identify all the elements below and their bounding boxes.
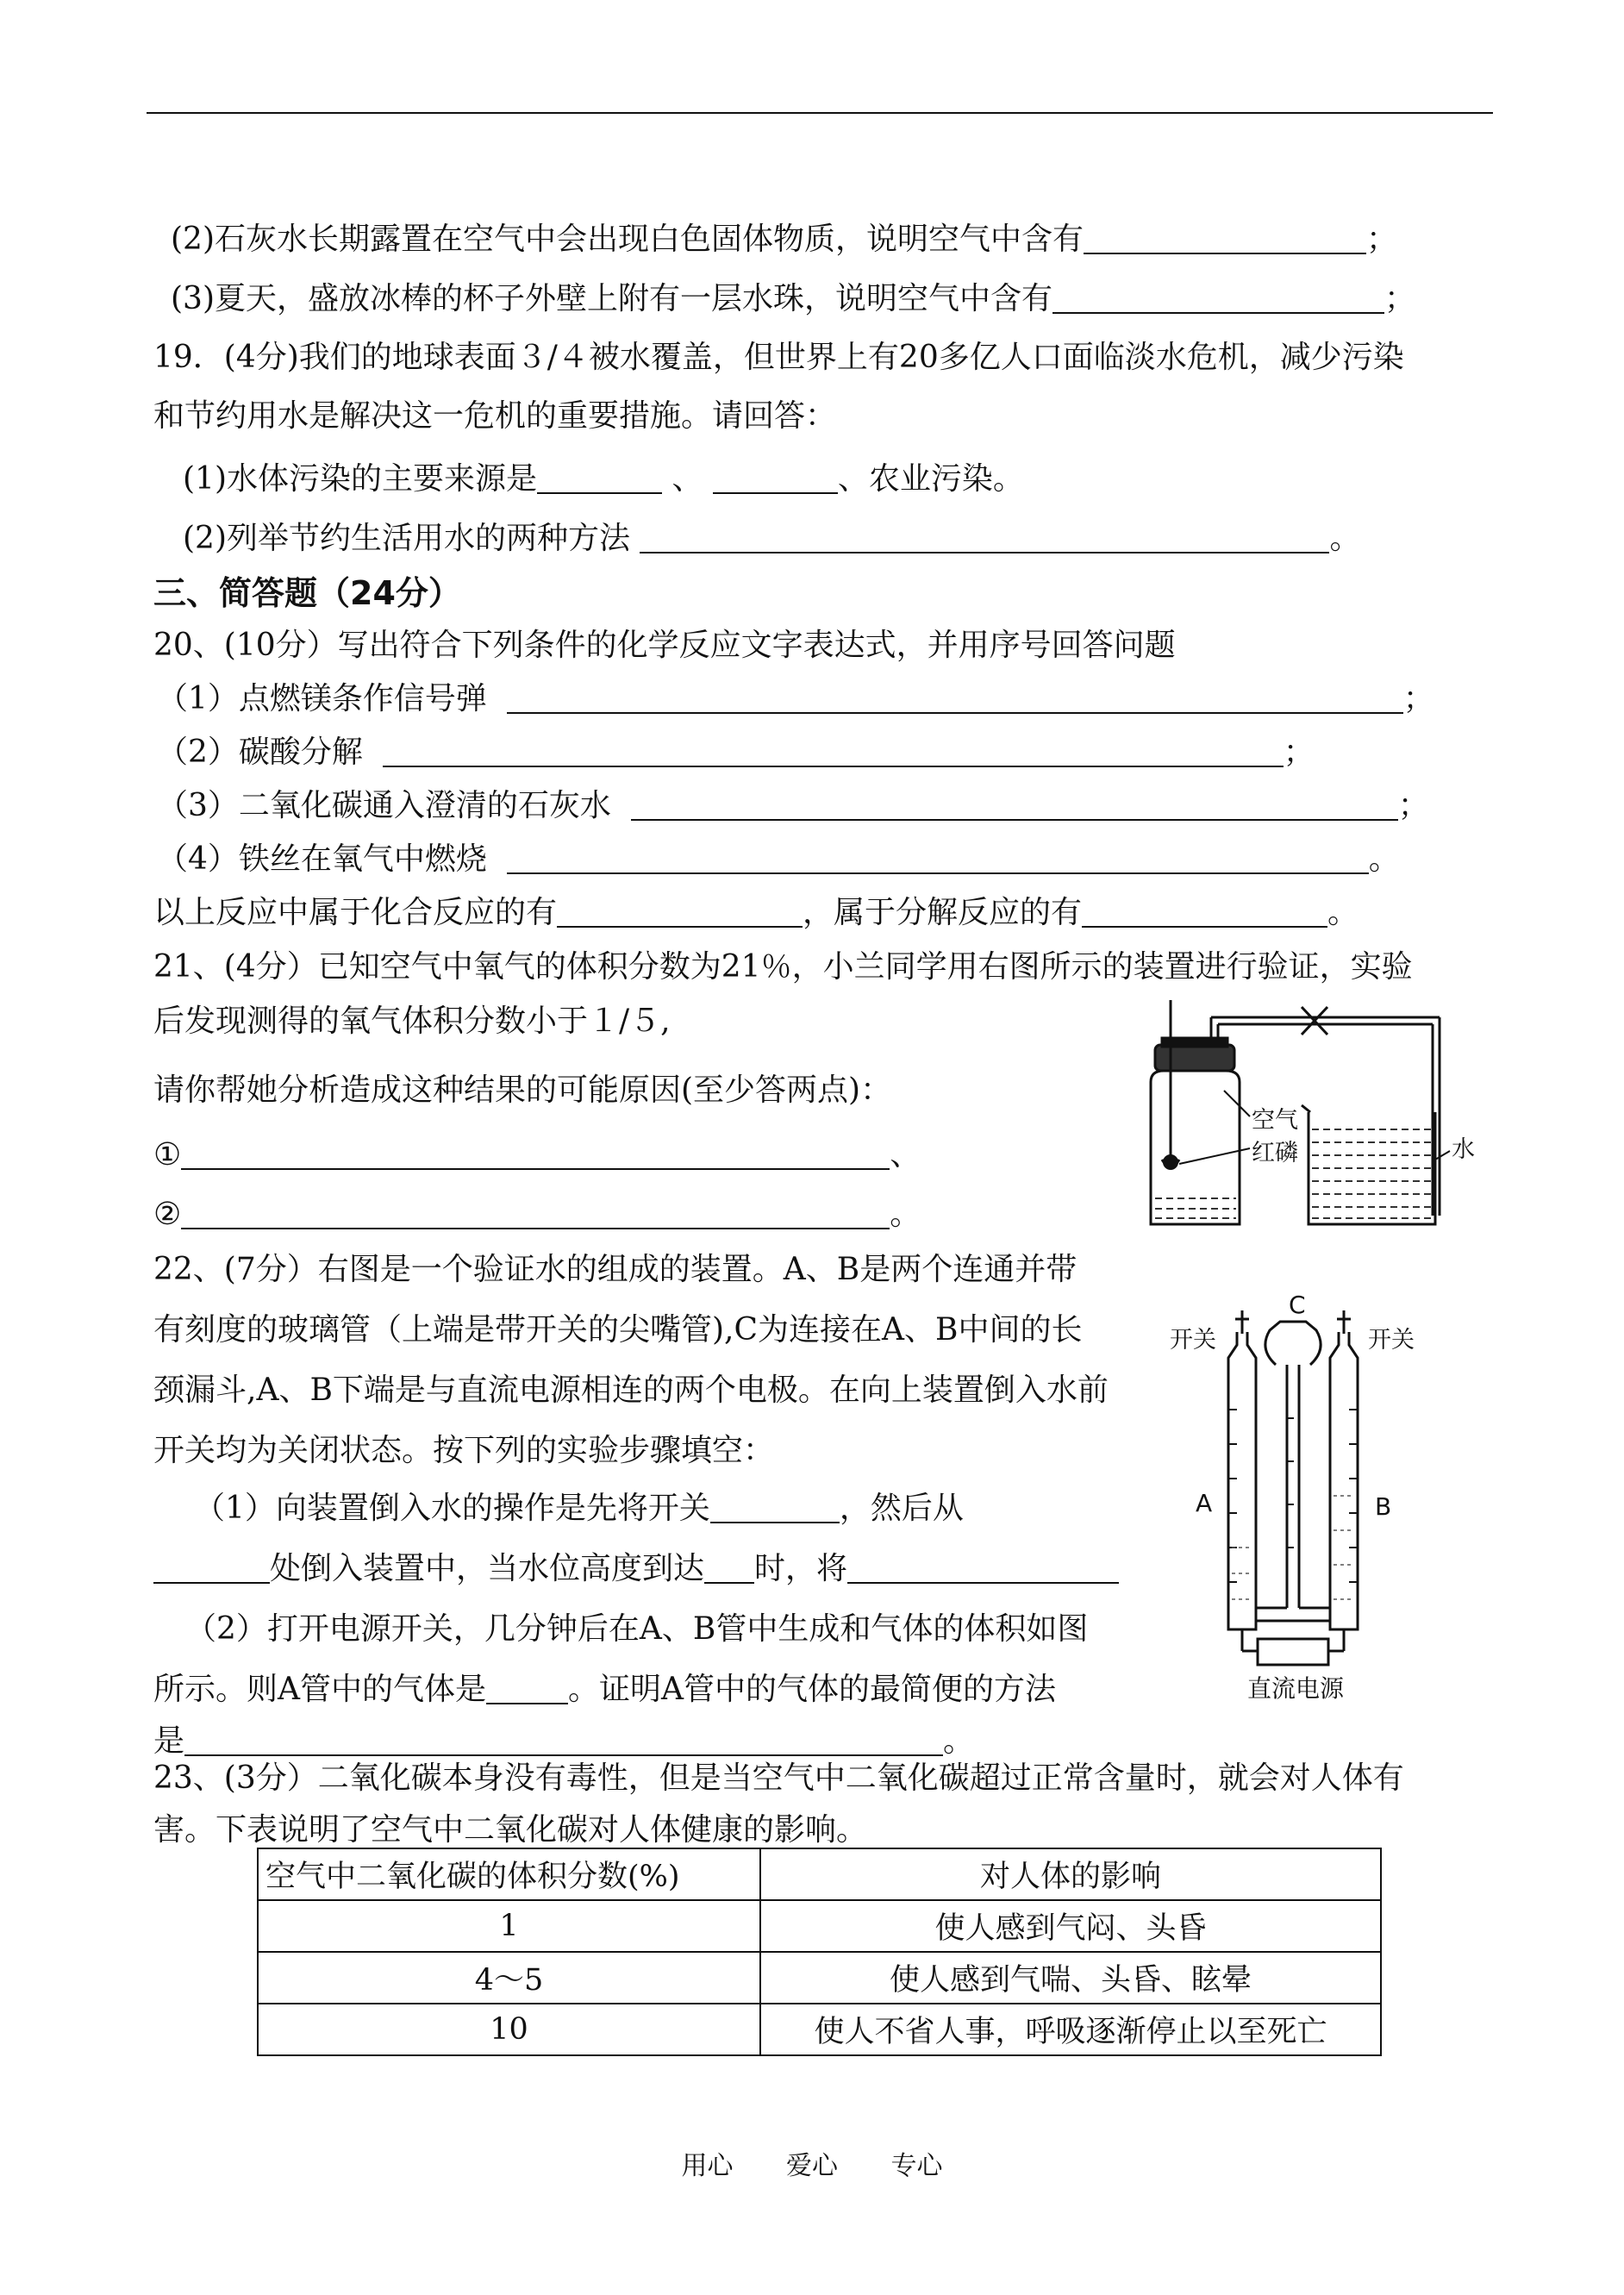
table-cell: 4～5 [258,1952,760,2004]
answer-blank[interactable] [507,678,1403,714]
q18-item2: (2)石灰水长期露置在空气中会出现白色固体物质，说明空气中含有 ； [171,218,1397,261]
table-row [258,1900,1381,1952]
q23-line2: 害。下表说明了空气中二氧化碳对人体健康的影响。 [153,1812,868,1848]
q22-item1-line1: （1）向装置倒入水的操作是先将开关 ，然后从 [194,1487,964,1530]
answer-blank[interactable] [383,731,1284,767]
q20-stem: 20、(10分）写出符合下列条件的化学反应文字表达式，并用序号回答问题 [153,628,1176,663]
q20-summary: 以上反应中属于化合反应的有 ，属于分解反应的有 。 [153,891,1359,935]
label-tube-a: A [1196,1489,1213,1517]
label-dc-power: 直流电源 [1247,1674,1345,1703]
q20-item3: （3）二氧化碳通入澄清的石灰水 ； [157,785,1429,828]
answer-blank[interactable] [486,1668,568,1704]
answer-blank[interactable] [153,1548,270,1584]
q19-stem-line1: 19．(4分)我们的地球表面３/４被水覆盖，但世界上有20多亿人口面临淡水危机，减少污染 [153,340,1404,375]
answer-blank[interactable] [507,838,1369,874]
answer-blank[interactable] [1052,278,1384,314]
answer-blank[interactable] [704,1548,754,1584]
electrolysis-apparatus-figure [1168,1289,1435,1703]
table-cell: 1 [258,1900,760,1952]
answer-blank[interactable] [184,1720,943,1756]
table-cell: 10 [258,2004,760,2055]
label-switch-left: 开关 [1170,1327,1216,1354]
q19-item2: (2)列举节约生活用水的两种方法 。 [183,517,1360,560]
q23-line1: 23、(3分）二氧化碳本身没有毒性，但是当空气中二氧化碳超过正常含量时，就会对人体有 [153,1760,1404,1796]
answer-blank[interactable] [640,517,1329,553]
label-switch-right: 开关 [1368,1327,1415,1354]
label-water: 水 [1452,1136,1475,1163]
q22-item2-line1: （2）打开电源开关，几分钟后在A、B管中生成和气体的体积如图 [185,1611,1089,1647]
q19-stem-line2: 和节约用水是解决这一危机的重要措施。请回答： [153,398,837,434]
oxygen-apparatus-figure [1129,991,1491,1229]
label-tube-b: B [1375,1492,1392,1521]
label-air: 空气 [1252,1107,1298,1134]
q20-item2: （2）碳酸分解 ； [157,731,1315,774]
table-row [258,2004,1381,2055]
q21-stem-line3: 请你帮她分析造成这种结果的可能原因(至少答两点)： [153,1072,892,1108]
answer-blank[interactable] [847,1548,1119,1584]
q22-line2: 有刻度的玻璃管（上端是带开关的尖嘴管),C为连接在A、B中间的长 [153,1312,1083,1348]
answer-blank[interactable] [631,785,1398,821]
q21-stem-line1: 21、(4分）已知空气中氧气的体积分数为21％，小兰同学用右图所示的装置进行验证，实验 [153,949,1413,985]
answer-blank[interactable] [1082,891,1327,928]
header-rule [147,112,1493,114]
table-header-row [258,1848,1381,1900]
q21-stem-line2: 后发现测得的氧气体积分数小于１/５, [153,1004,671,1039]
section-title: 三、简答题（24分） [153,574,461,612]
q22-item2-line3: 是 。 [153,1720,974,1763]
table-cell: 使人不省人事，呼吸逐渐停止以至死亡 [760,2004,1381,2055]
q22-line3: 颈漏斗,A、B下端是与直流电源相连的两个电极。在向上装置倒入水前 [153,1373,1109,1408]
answer-blank[interactable] [1084,218,1366,254]
footer-text: 用心 [681,2151,734,2181]
answer-blank[interactable] [713,458,838,494]
table-header: 对人体的影响 [760,1848,1381,1900]
q22-item1-line2: 处倒入装置中，当水位高度到达 时，将 [153,1548,1119,1591]
answer-blank[interactable] [710,1487,840,1523]
q20-item1: （1）点燃镁条作信号弹 ； [157,678,1434,721]
answer-blank[interactable] [181,1134,890,1170]
q21-answer2: ② 。 [153,1193,921,1236]
answer-blank[interactable] [181,1193,890,1229]
footer-text: 爱心 [786,2151,838,2181]
label-c: C [1289,1291,1306,1319]
co2-effects-table [257,1848,1382,2056]
page-footer [0,2144,1624,2182]
table-cell: 使人感到气闷、头昏 [760,1900,1381,1952]
table-cell: 使人感到气喘、头昏、眩晕 [760,1952,1381,2004]
table-row [258,1952,1381,2004]
answer-blank[interactable] [537,458,662,494]
q22-line1: 22、(7分）右图是一个验证水的组成的装置。A、B是两个连通并带 [153,1252,1077,1287]
answer-blank[interactable] [557,891,803,928]
label-red-phosphorus: 红磷 [1252,1140,1298,1166]
q21-answer1: ① 、 [153,1134,921,1177]
footer-text: 专心 [890,2151,943,2181]
q22-item2-line2: 所示。则A管中的气体是 。证明A管中的气体的最简便的方法 [153,1668,1056,1711]
q19-item1: (1)水体污染的主要来源是 、 、农业污染。 [183,458,1024,501]
q22-line4: 开关均为关闭状态。按下列的实验步骤填空： [153,1433,775,1468]
table-header: 空气中二氧化碳的体积分数(%) [258,1848,760,1900]
q18-item3: (3)夏天，盛放冰棒的杯子外壁上附有一层水珠，说明空气中含有 ； [171,278,1415,321]
q20-item4: （4）铁丝在氧气中燃烧 。 [157,838,1400,881]
